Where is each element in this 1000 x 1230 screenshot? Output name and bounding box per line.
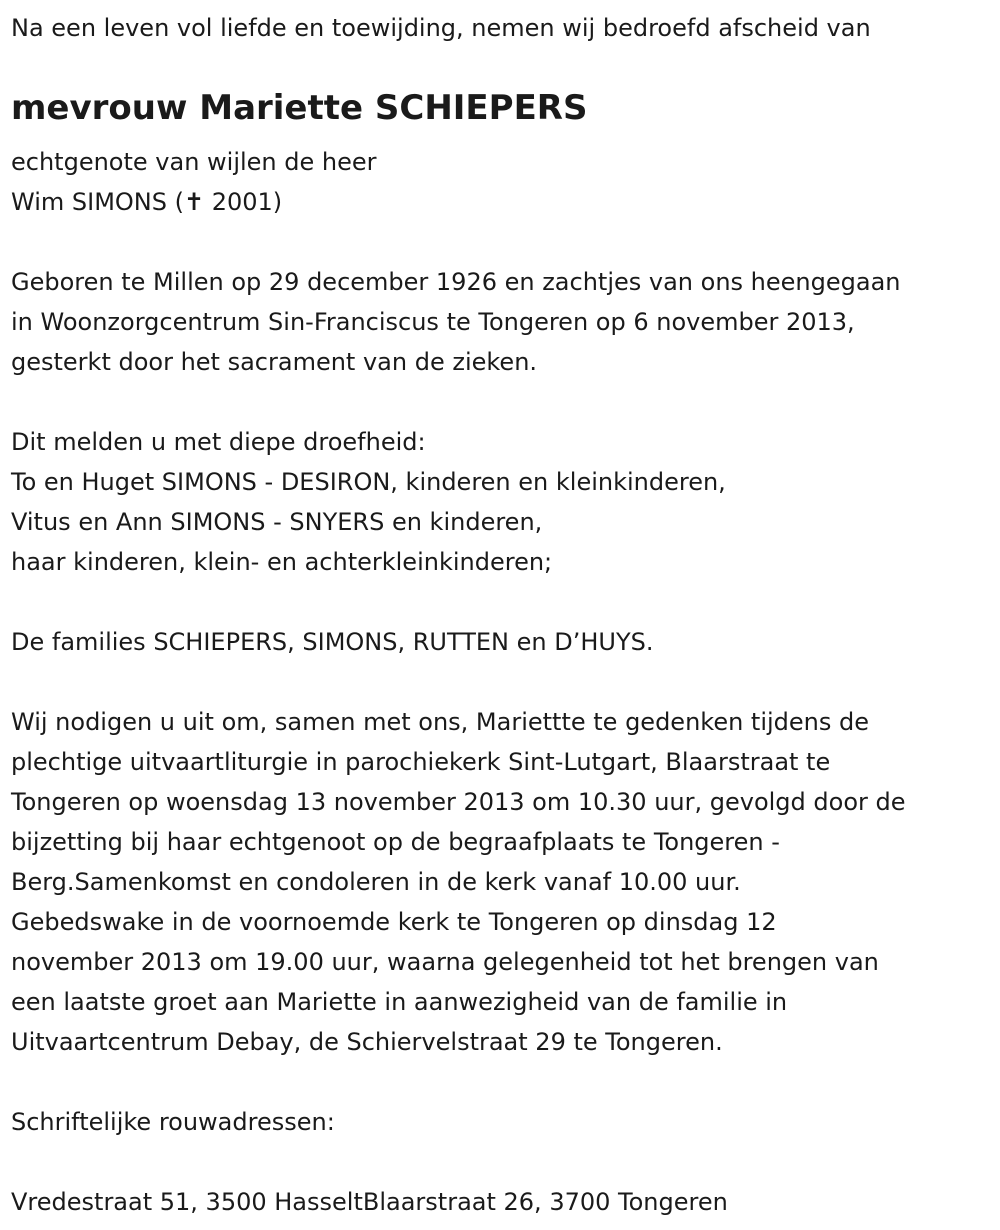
addresses-line: Vredestraat 51, 3500 HasseltBlaarstraat 26, 3700 Tongeren (11, 1188, 728, 1216)
addresses-label: Schriftelijke rouwadressen: (11, 1108, 335, 1136)
birth-death-line: in Woonzorgcentrum Sin-Franciscus te Tongeren op 6 november 2013, (11, 308, 855, 336)
spouse-name: Wim SIMONS ( (11, 188, 184, 216)
birth-death-line: gesterkt door het sacrament van de zieken. (11, 348, 538, 376)
spacer (11, 582, 1000, 622)
ceremony-line: Uitvaartcentrum Debay, de Schiervelstraat 29 te Tongeren. (11, 1028, 723, 1056)
spouse-line-1: echtgenote van wijlen de heer (11, 148, 377, 176)
families-line: De families SCHIEPERS, SIMONS, RUTTEN en D’HUYS. (11, 628, 654, 656)
ceremony-line: Wij nodigen u uit om, samen met ons, Mariettte te gedenken tijdens de (11, 708, 870, 736)
deceased-name: mevrouw Mariette SCHIEPERS (11, 88, 588, 128)
announcer-line: haar kinderen, klein- en achterkleinkinderen; (11, 548, 553, 576)
ceremony-line: Berg.Samenkomst en condoleren in de kerk vanaf 10.00 uur. (11, 868, 741, 896)
intro-text: Na een leven vol liefde en toewijding, nemen wij bedroefd afscheid van (11, 14, 871, 42)
spacer (11, 1142, 1000, 1182)
spouse-death-year: 2001) (204, 188, 283, 216)
spouse-line-2 (11, 182, 1000, 222)
announcer-line: To en Huget SIMONS - DESIRON, kinderen en kleinkinderen, (11, 468, 726, 496)
ceremony-line: bijzetting bij haar echtgenoot op de begraafplaats te Tongeren - (11, 828, 780, 856)
spacer (11, 662, 1000, 702)
announcer-line: Dit melden u met diepe droefheid: (11, 428, 426, 456)
spacer (11, 382, 1000, 422)
birth-death-line: Geboren te Millen op 29 december 1926 en zachtjes van ons heengegaan (11, 268, 901, 296)
ceremony-line: Tongeren op woensdag 13 november 2013 om 10.30 uur, gevolgd door de (11, 788, 906, 816)
ceremony-line: Gebedswake in de voornoemde kerk te Tongeren op dinsdag 12 (11, 908, 777, 936)
ceremony-line: een laatste groet aan Mariette in aanwezigheid van de familie in (11, 988, 788, 1016)
cross-icon: ✝ (183, 188, 205, 216)
announcer-line: Vitus en Ann SIMONS - SNYERS en kinderen, (11, 508, 543, 536)
spacer (11, 1062, 1000, 1102)
ceremony-line: plechtige uitvaartliturgie in parochiekerk Sint-Lutgart, Blaarstraat te (11, 748, 831, 776)
spacer (11, 222, 1000, 262)
ceremony-line: november 2013 om 19.00 uur, waarna gelegenheid tot het brengen van (11, 948, 879, 976)
